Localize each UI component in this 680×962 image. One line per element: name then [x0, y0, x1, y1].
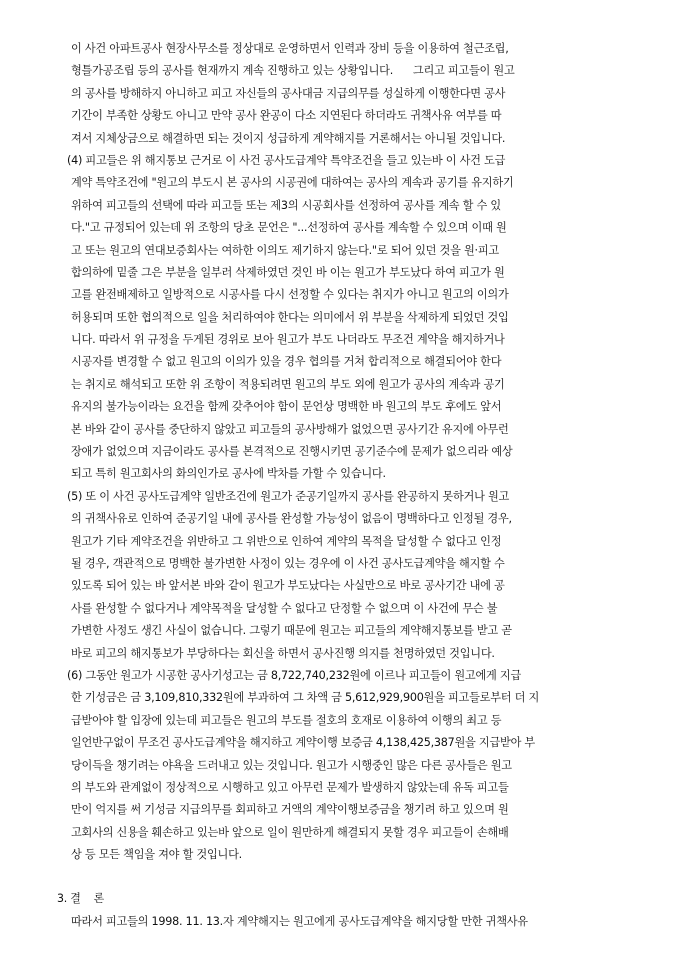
text-line: 바로 피고의 해지통보가 부당하다는 회신을 하면서 공사진행 의지를 천명하였던 것입니다.	[71, 646, 495, 660]
text-line: 형틀가공조립 등의 공사를 현재까지 계속 진행하고 있는 상황입니다. 그리고 피고들이 원고	[71, 64, 515, 78]
text-line: 만이 억지를 써 기성금 지급의무를 회피하고 거액의 계약이행보증금을 챙기려 하고 있으며 원	[71, 803, 509, 817]
text-line: 고 또는 원고의 연대보증회사는 여하한 이의도 제기하지 않는다."로 되어 있던 것을 원·피고	[71, 243, 499, 257]
paragraph-4-start: (4) 피고들은 위 해지통보 근거로 이 사건 공사도급계약 특약조건을 들고 있는바 이 사건 도급	[67, 153, 506, 167]
text-line: 장애가 없었으며 지금이라도 공사를 본격적으로 진행시키면 공기준수에 문제가 없으리라 예상	[71, 445, 513, 459]
text-line: 원고가 기타 계약조건을 위반하고 그 위반으로 인하여 계약의 목적을 달성할 수 없다고 인정	[71, 534, 502, 548]
text-line: 고회사의 신용을 훼손하고 있는바 앞으로 일이 원만하게 해결되지 못할 경우 피고들이 손해배	[71, 825, 509, 839]
conclusion-line: 따라서 피고들의 1998. 11. 13.자 계약해지는 원고에게 공사도급계약을 해지당할 만한 귀책사유	[71, 914, 528, 928]
text-line: 져서 지체상금으로 해결하면 되는 것이지 성급하게 계약해지를 거론해서는 아니될 것입니다.	[71, 131, 506, 145]
text-line: 있도록 되어 있는 바 앞서본 바와 같이 원고가 부도났다는 사실만으로 바로 공사기간 내에 공	[71, 579, 505, 593]
text-line: 계약 특약조건에 "원고의 부도시 본 공사의 시공권에 대하여는 공사의 계속과 공기를 유지하기	[71, 176, 514, 190]
text-line: 이 사건 아파트공사 현장사무소를 정상대로 운영하면서 인력과 장비 등을 이용하여 철근조립,	[71, 42, 509, 55]
text-line: 일언반구없이 무조건 공사도급계약을 해지하고 계약이행 보증금 4,138,425,387원을 지급받아 부	[71, 736, 535, 750]
text-line: 유지의 불가능이라는 요건을 함께 갖추어야 함이 문언상 명백한 바 원고의 부도 후에도 앞서	[71, 400, 502, 414]
text-line: 되고 특히 원고회사의 화의인가로 공사에 박차를 가할 수 있습니다.	[71, 467, 386, 481]
paragraph-5-start: (5) 또 이 사건 공사도급계약 일반조건에 원고가 준공기일까지 공사를 완공하지 못하거나 원고	[67, 489, 510, 503]
text-line: 의 부도와 관계없이 정상적으로 시행하고 있고 아무런 문제가 발생하지 않았는데 유독 피고들	[71, 780, 509, 794]
text-line: 한 기성금은 금 3,109,810,332원에 부과하여 그 차액 금 5,612,929,900원을 피고들로부터 더 지	[71, 691, 540, 705]
text-line: 의 공사를 방해하지 아니하고 피고 자신들의 공사대금 지급의무를 성실하게 이행한다면 공사	[71, 86, 506, 100]
text-line: 다."고 규정되어 있는데 위 조항의 당초 문언은 "...선정하여 공사를 계속할 수 있으며 이때 원	[71, 221, 507, 235]
text-line: 고를 완전배제하고 일방적으로 시공사를 다시 선정할 수 있다는 취지가 아니고 원고의 이의가	[71, 288, 509, 302]
text-line: 합의하에 밑줄 그은 부분을 일부러 삭제하였던 것인 바 이는 원고가 부도났다 하여 피고가 원	[71, 265, 505, 279]
text-line: 시공자를 변경할 수 없고 원고의 이의가 있을 경우 협의를 거쳐 합리적으로 해결되어야 한다	[71, 355, 502, 369]
text-line: 사를 완성할 수 없다거나 계약목적을 달성할 수 없다고 단정할 수 없으며 이 사건에 무슨 불	[71, 601, 498, 615]
text-line: 당이득을 챙기려는 야욕을 드러내고 있는 것입니다. 원고가 시행중인 많은 다른 공사들은 원고	[71, 758, 512, 772]
text-line: 기간이 부족한 상황도 아니고 만약 공사 완공이 다소 지연된다 하더라도 귀책사유 여부를 따	[71, 109, 502, 123]
section-heading: 3. 결 론	[57, 892, 104, 906]
text-line: 는 취지로 해석되고 또한 위 조항이 적용되려면 원고의 부도 외에 원고가 공사의 계속과 공기	[71, 377, 505, 391]
text-line: 상 등 모든 책임을 져야 할 것입니다.	[71, 848, 242, 862]
text-line: 급받아야 할 입장에 있는데 피고들은 원고의 부도를 절호의 호재로 이용하여 이행의 최고 등	[71, 713, 502, 727]
text-line: 허용되며 또한 협의적으로 일을 처리하여야 한다는 의미에서 위 부분을 삭제하게 되었던 것입	[71, 310, 509, 324]
text-line: 위하여 피고들의 선택에 따라 피고들 또는 제3의 시공회사를 선정하여 공사를 계속 할 수 있	[71, 198, 501, 212]
text-line: 의 귀책사유로 인하여 준공기일 내에 공사를 완성할 가능성이 없음이 명백하다고 인정될 경우,	[71, 512, 512, 526]
paragraph-6-start: (6) 그동안 원고가 시공한 공사기성고는 금 8,722,740,232원에 이르나 피고들이 원고에게 지급	[67, 668, 522, 682]
text-line: 니다. 따라서 위 규정을 두게된 경위로 보아 원고가 부도 나더라도 무조건 계약을 해지하거나	[71, 333, 505, 347]
text-line: 될 경우, 객관적으로 명백한 불가변한 사정이 있는 경우에 이 사건 공사도급계약을 해지할 수	[71, 556, 505, 570]
document-body	[67, 38, 629, 866]
text-line: 가변한 사정도 생긴 사실이 없습니다. 그렇기 때문에 원고는 피고들의 계약해지통보를 받고 곧	[71, 624, 512, 638]
document-page	[57, 38, 629, 933]
text-line: 본 바와 같이 공사를 중단하지 않았고 피고들의 공사방해가 없었으면 공사기간 유지에 아무런	[71, 422, 509, 436]
